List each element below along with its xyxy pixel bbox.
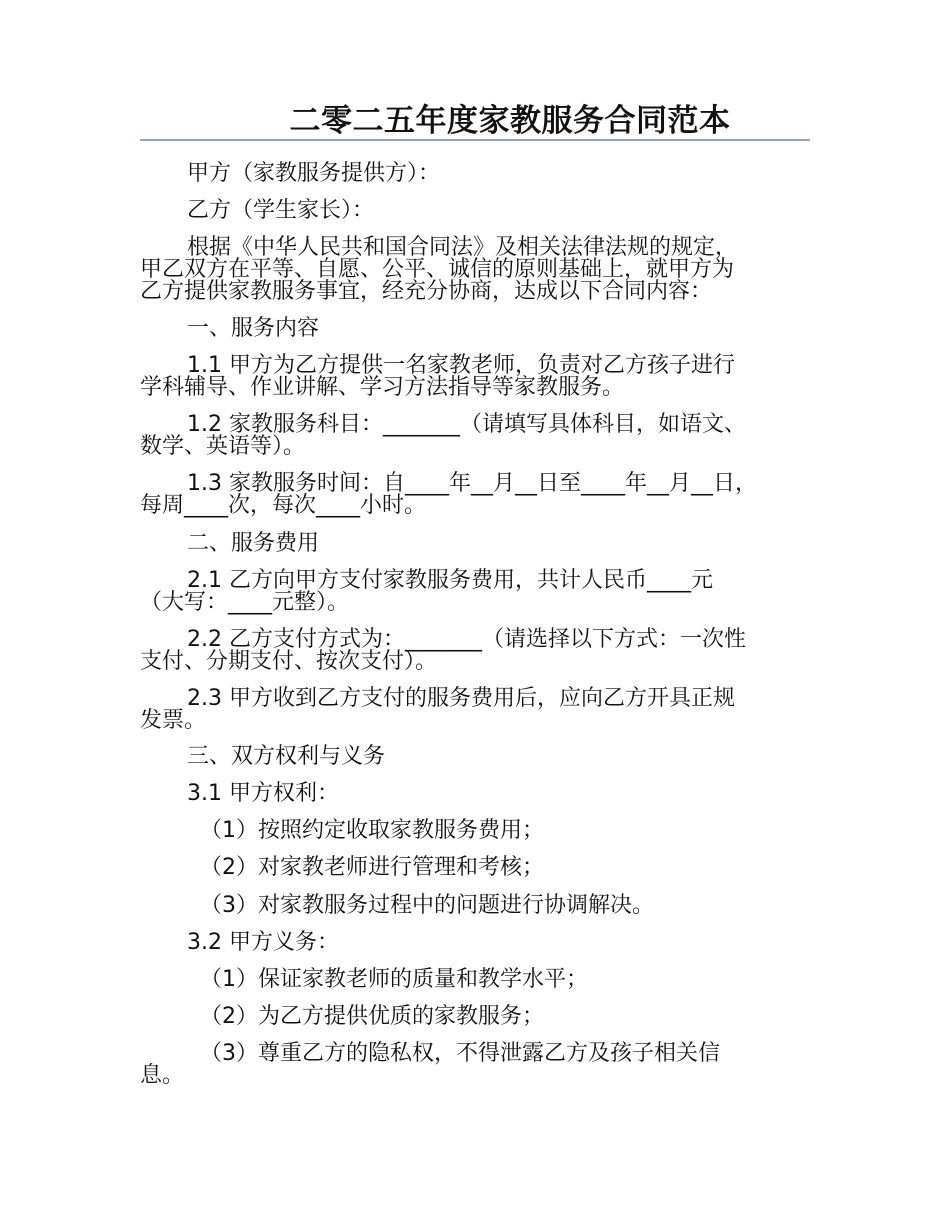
clause-2-2 — [140, 629, 810, 673]
text-line: 每周____次，每次____小时。 — [140, 493, 427, 518]
text-line: 一、服务内容 — [187, 316, 320, 341]
list-item — [140, 1043, 810, 1087]
text-line: 三、双方权利与义务 — [187, 744, 386, 769]
clause-1-2 — [140, 414, 810, 458]
text-line: 学科辅导、作业讲解、学习方法指导等家教服务。 — [140, 375, 625, 400]
clause-2-1 — [140, 570, 810, 614]
preamble-paragraph — [140, 237, 810, 303]
text-line: 3.2 甲方义务： — [187, 930, 339, 955]
clause-1-3 — [140, 473, 810, 517]
text-line: （1）保证家教老师的质量和教学水平； — [200, 967, 588, 992]
text-line: 甲方（家教服务提供方）： — [187, 161, 441, 186]
list-item — [140, 895, 810, 917]
section-heading-service — [140, 318, 810, 340]
section-heading-rights — [140, 746, 810, 768]
party-b-line — [140, 200, 810, 222]
text-line: （大写：____元整）。 — [140, 590, 350, 615]
document-title: 二零二五年度家教服务合同范本 — [289, 103, 731, 139]
text-line: 二、服务费用 — [187, 531, 320, 556]
text-line: 支付、分期支付、按次支付）。 — [140, 649, 438, 674]
list-item — [140, 857, 810, 879]
text-line: 数学、英语等）。 — [140, 434, 306, 459]
text-line: 1.1 甲方为乙方提供一名家教老师，负责对乙方孩子进行 — [187, 353, 735, 378]
clause-3-1 — [140, 783, 810, 805]
text-line: （3）尊重乙方的隐私权，不得泄露乙方及孩子相关信 — [200, 1041, 720, 1066]
text-line: （1）按照约定收取家教服务费用； — [200, 818, 544, 843]
text-line: 乙方提供家教服务事宜，经充分协商，达成以下合同内容： — [140, 279, 713, 304]
text-line: 发票。 — [140, 708, 207, 733]
text-line: 1.3 家教服务时间：自____年__月__日至____年__月__日， — [187, 471, 757, 496]
text-line: 2.3 甲方收到乙方支付的服务费用后，应向乙方开具正规 — [187, 686, 735, 711]
title-underline — [140, 139, 810, 141]
text-line: 息。 — [140, 1063, 185, 1088]
text-line: 1.2 家教服务科目：_______（请填写具体科目，如语文、 — [187, 412, 746, 437]
section-heading-fees — [140, 533, 810, 555]
list-item — [140, 1006, 810, 1028]
text-line: 2.2 乙方支付方式为：_______（请选择以下方式：一次性 — [187, 627, 746, 652]
clause-2-3 — [140, 688, 810, 732]
text-line: 3.1 甲方权利： — [187, 781, 339, 806]
clause-3-2 — [140, 932, 810, 954]
text-line: 2.1 乙方向甲方支付家教服务费用，共计人民币____元 — [187, 568, 713, 593]
text-line: 乙方（学生家长）： — [187, 198, 375, 223]
text-line: 甲乙双方在平等、自愿、公平、诚信的原则基础上，就甲方为 — [140, 257, 735, 282]
text-line: （2）为乙方提供优质的家教服务； — [200, 1004, 544, 1029]
text-line: （3）对家教服务过程中的问题进行协调解决。 — [200, 893, 654, 918]
list-item — [140, 820, 810, 842]
list-item — [140, 969, 810, 991]
text-line: （2）对家教老师进行管理和考核； — [200, 855, 544, 880]
text-line: 根据《中华人民共和国合同法》及相关法律法规的规定， — [187, 235, 738, 260]
party-a-line — [140, 163, 810, 185]
clause-1-1 — [140, 355, 810, 399]
